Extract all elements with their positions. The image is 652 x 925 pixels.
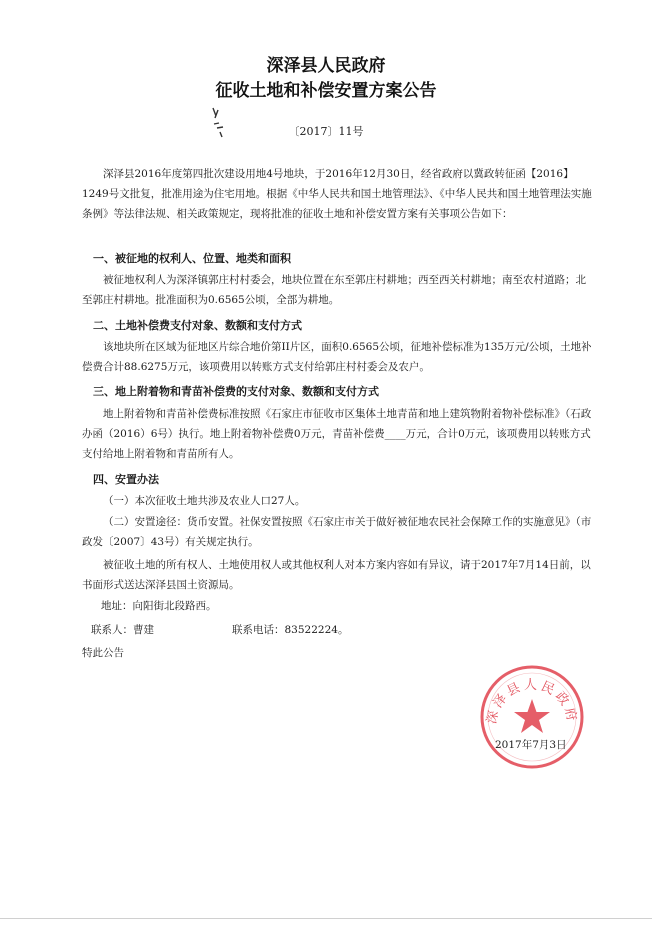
section-2-heading: 二、土地补偿费支付对象、数额和支付方式 (93, 319, 302, 332)
section-3-heading: 三、地上附着物和青苗补偿费的支付对象、数额和支付方式 (93, 385, 379, 398)
section-4-item-2: （二）安置途径：货币安置。社保安置按照《石家庄市关于做好被征地农民社会保障工作的实施意见》（市政发〔2007〕43号）有关规定执行。 (82, 516, 592, 548)
closing-text: 特此公告 (82, 647, 124, 659)
objection-paragraph: 被征收土地的所有权人、土地使用权人或其他权利人对本方案内容如有异议，请于2017年7月14日前，以书面形式送达深泽县国土资源局。 (82, 559, 591, 591)
document-title: 深泽县人民政府 (266, 56, 386, 76)
official-seal (478, 663, 586, 771)
intro-paragraph: 深泽县2016年度第四批次建设用地4号地块，于2016年12月30日，经省政府以冀政转征函【2016】1249号文批复，批准用途为住宅用地。根据《中华人民共和国土地管理法》、《中华人民共和国土地管理法实施条例》等法律法规、相关政策规定，现将批准的征收土地和补偿安置方案有关事项公告如下： (82, 168, 592, 220)
section-3-body: 地上附着物和青苗补偿费标准按照《石家庄市征收市区集体土地青苗和地上建筑物附着物补偿标准》（石政办函（2016）6号）执行。地上附着物补偿费0万元，青苗补偿费____万元，合计0万元，该项费用以转账方式支付给地上附着物和青苗所有人。 (82, 408, 592, 460)
document-date: 2017年7月3日 (495, 739, 567, 751)
address-line: 地址：向阳街北段路西。 (101, 600, 217, 612)
section-1-body: 被征地权利人为深泽镇郭庄村村委会，地块位置在东至郭庄村耕地；西至西关村耕地；南至农村道路；北至郭庄村耕地。批准面积为0.6565公顷，全部为耕地。 (82, 274, 586, 306)
contact-person: 联系人：曹建 (91, 624, 154, 636)
section-1-heading: 一、被征地的权利人、位置、地类和面积 (93, 252, 291, 265)
seal-text: 深泽县人民政府 (484, 678, 580, 726)
scan-edge (0, 918, 652, 919)
document-subtitle: 征收土地和补偿安置方案公告 (215, 81, 437, 101)
section-4-heading: 四、安置办法 (93, 473, 159, 486)
contact-phone: 联系电话：83522224。 (232, 624, 349, 636)
section-4-item-1: （一）本次征收土地共涉及农业人口27人。 (103, 495, 306, 507)
document-number: 〔2017〕11号 (288, 125, 364, 138)
section-2-body: 该地块所在区域为征地区片综合地价第II片区，面积0.6565公顷，征地补偿标准为135万元/公顷，土地补偿费合计88.6275万元，该项费用以转账方式支付给郭庄村村委会及农户。 (82, 341, 592, 373)
